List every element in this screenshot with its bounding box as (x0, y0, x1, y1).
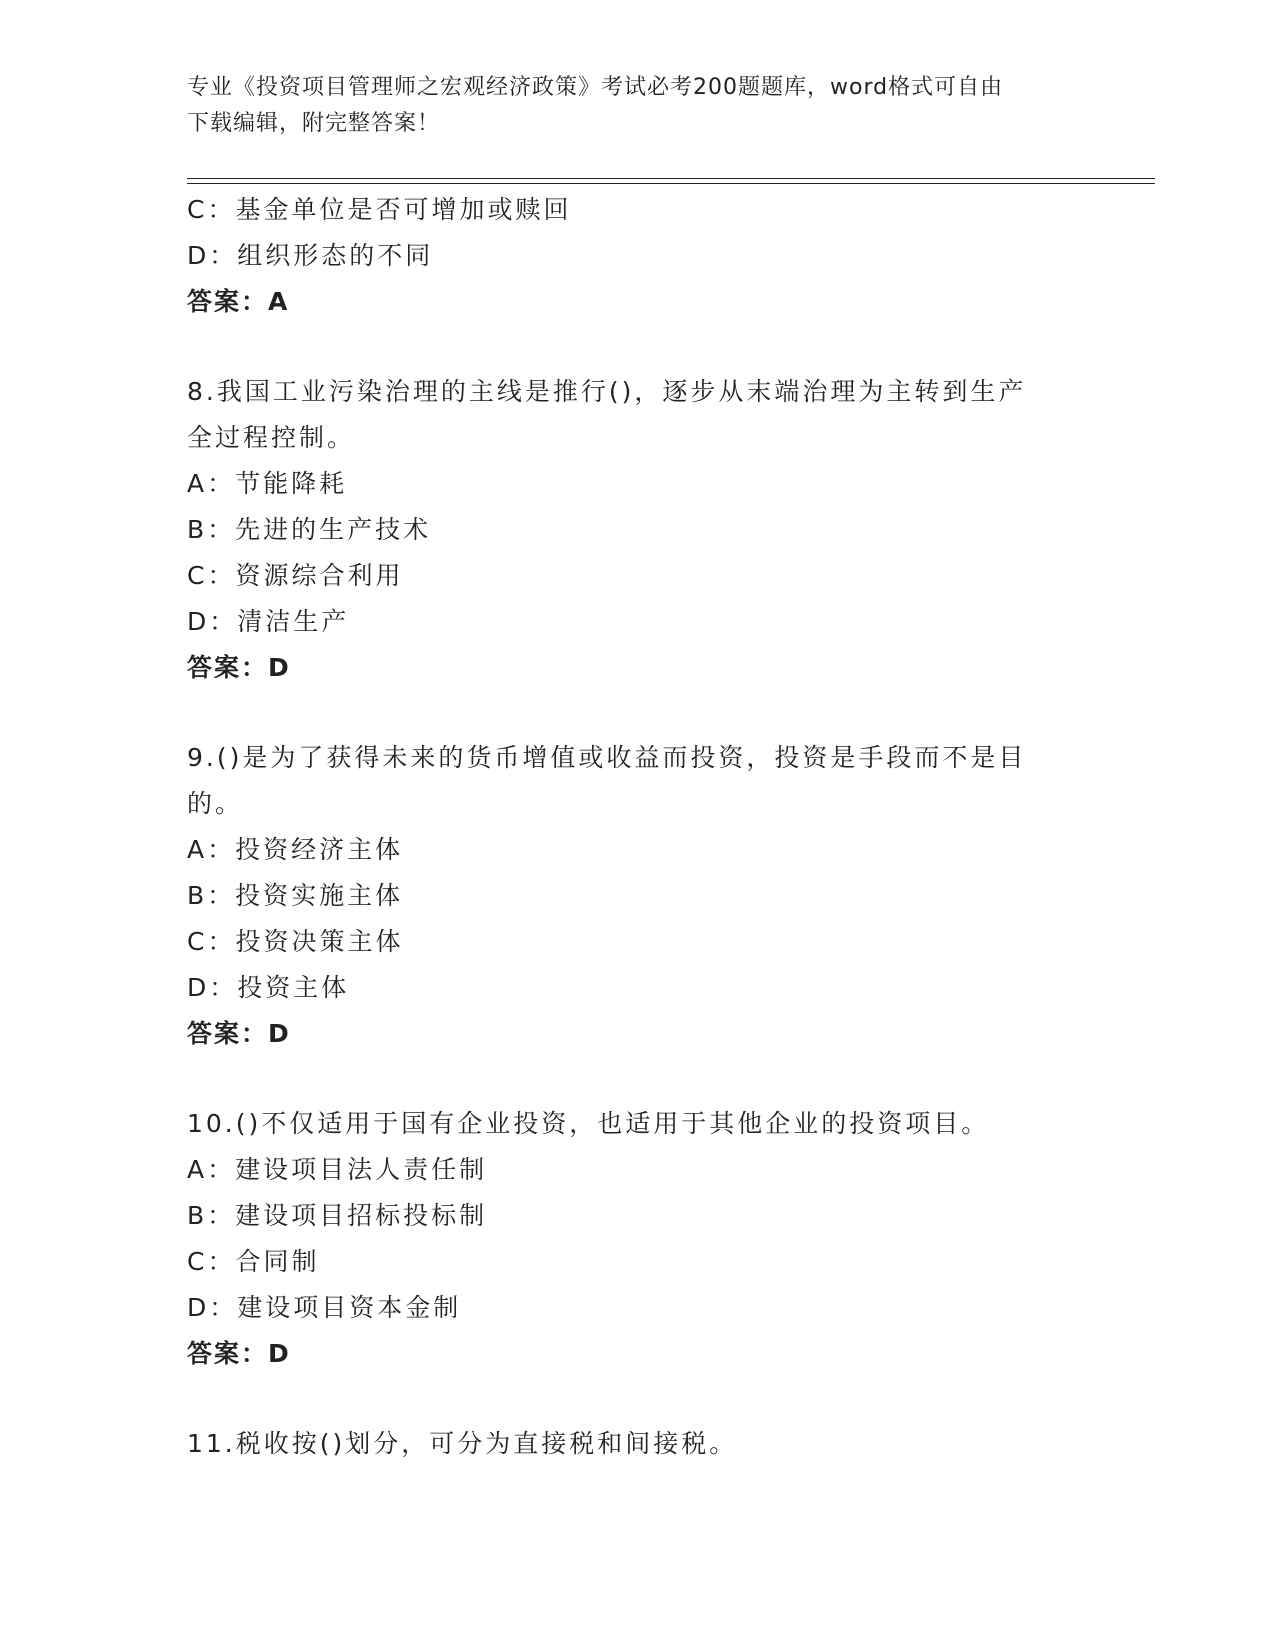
question-8 (187, 369, 1067, 691)
document-header (187, 70, 1067, 142)
question-stem: 9.()是为了获得未来的货币增值或收益而投资，投资是手段而不是目 (187, 743, 1027, 772)
question-stem-cont: 全过程控制。 (187, 423, 356, 452)
header-divider-bottom (187, 183, 1155, 184)
answer-line: 答案：D (187, 1019, 291, 1048)
question-list (187, 187, 1067, 1467)
option-b: B：投资实施主体 (187, 881, 404, 910)
option-d: D：建设项目资本金制 (187, 1293, 462, 1322)
option-d: D：清洁生产 (187, 607, 350, 636)
option-c: C：投资决策主体 (187, 927, 404, 956)
header-line-1: 专业《投资项目管理师之宏观经济政策》考试必考200题题库，word格式可自由 (187, 75, 1004, 100)
option-b: B：建设项目招标投标制 (187, 1201, 488, 1230)
question-stem: 11.税收按()划分，可分为直接税和间接税。 (187, 1429, 738, 1458)
answer-line: 答案：D (187, 1339, 291, 1368)
answer-line: 答案：D (187, 653, 291, 682)
option-c: C：合同制 (187, 1247, 320, 1276)
header-divider-top (187, 178, 1155, 179)
question-stem: 8.我国工业污染治理的主线是推行()，逐步从末端治理为主转到生产 (187, 377, 1027, 406)
question-stem-cont: 的。 (187, 789, 244, 818)
question-9 (187, 735, 1067, 1057)
option-c: C：资源综合利用 (187, 561, 404, 590)
question-7-tail (187, 187, 1067, 325)
option-d: D：投资主体 (187, 973, 350, 1002)
option-a: A：建设项目法人责任制 (187, 1155, 488, 1184)
option-a: A：节能降耗 (187, 469, 348, 498)
option-c: C：基金单位是否可增加或赎回 (187, 195, 572, 224)
option-b: B：先进的生产技术 (187, 515, 432, 544)
question-10 (187, 1101, 1067, 1377)
answer-line: 答案：A (187, 287, 290, 316)
question-stem: 10.()不仅适用于国有企业投资，也适用于其他企业的投资项目。 (187, 1109, 990, 1138)
option-d: D：组织形态的不同 (187, 241, 434, 270)
header-line-2: 下载编辑，附完整答案！ (187, 111, 441, 136)
question-11 (187, 1421, 1067, 1467)
option-a: A：投资经济主体 (187, 835, 404, 864)
